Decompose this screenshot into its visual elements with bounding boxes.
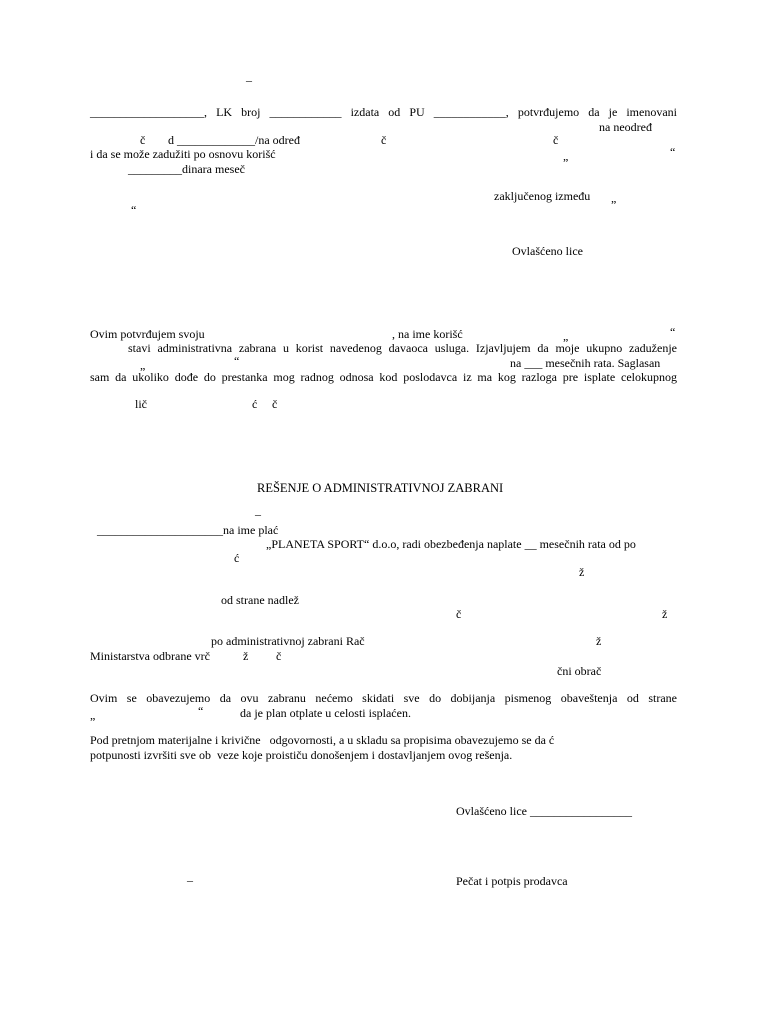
p1-quote-close: “ <box>670 145 676 159</box>
p8-line1: Pod pretnjom materijalne i krivične odgovornosti, a u skladu sa propisima obavezujemo se da ć <box>90 733 555 747</box>
p1-quote-open: „ <box>563 149 569 163</box>
p4-line2: „PLANETA SPORT“ d.o.o, radi obezbeđenja naplate __ mesečnih rata od po <box>266 537 636 551</box>
p3-line4: sam da ukoliko dođe do prestanka mog radnog odnosa kod poslodavca iz ma kog razloga pre isplate celokupnog <box>90 370 677 384</box>
p3-line5-a: lič <box>135 397 147 411</box>
p5-line2-b: ž <box>662 607 668 621</box>
p8-line2: potpunosti izvršiti sve ob veze koje proističu donošenjem i dostavljanjem ovog rešenja. <box>90 748 513 762</box>
p3-line1-a: Ovim potvrđujem svoju <box>90 327 205 341</box>
p1-line3-d: č <box>553 133 559 147</box>
p1-line1: ___________________, LK broj ____________ izdata od PU ____________, potvrđujemo da je imenovani <box>90 105 677 119</box>
p7-line1: Ovim se obavezujemo da ovu zabranu nećemo skidati sve do dobijanja pismenog obaveštenja od strane <box>90 691 677 705</box>
p6-line1-a: po administrativnoj zabrani Rač <box>211 634 365 648</box>
stamp-signature-label: Pečat i potpis prodavca <box>456 874 568 888</box>
p5-line1: od strane nadlež <box>221 593 299 607</box>
authorized-person-label-2: Ovlašćeno lice _________________ <box>456 804 632 818</box>
p1-line3-c: č <box>381 133 387 147</box>
p4-line4: ž <box>579 565 585 579</box>
p2-line1: zaključenog između <box>494 189 591 203</box>
p1-line3-b: d _____________/na određ <box>168 133 300 147</box>
p3-quote-close-1: “ <box>670 325 676 339</box>
p7-line2-b: da je plan otplate u celosti isplaćen. <box>240 706 411 720</box>
p6-line2-a: Ministarstva odbrane vrč <box>90 649 210 663</box>
p3-line1-b: , na ime korišć <box>392 327 463 341</box>
decision-title: REŠENJE O ADMINISTRATIVNOJ ZABRANI <box>257 481 504 495</box>
p7-quote-open: „ <box>90 708 96 722</box>
p3-quote-open-2: „ <box>140 358 146 372</box>
p2-quote-open: „ <box>611 191 617 205</box>
p4-dash: – <box>255 507 261 521</box>
p1-line5: _________dinara meseč <box>128 162 245 176</box>
p3-line5-b: ć <box>252 397 258 411</box>
p3-quote-close-2: “ <box>234 354 240 368</box>
p7-quote-close: “ <box>198 704 204 718</box>
p2-quote-close: “ <box>131 203 137 217</box>
p3-quote-open-1: „ <box>563 329 569 343</box>
p1-line3-a: č <box>140 133 146 147</box>
p6-line2-c: č <box>276 649 282 663</box>
p4-line3: ć <box>234 551 240 565</box>
authorized-person-label-1: Ovlašćeno lice <box>512 244 583 258</box>
p3-line2: stavi administrativna zabrana u korist navedenog davaoca usluga. Izjavljujem da moje ukupno zaduženje <box>128 341 677 355</box>
header-dash: – <box>246 73 252 87</box>
p5-line2-a: č <box>456 607 462 621</box>
p6-line1-b: ž <box>596 634 602 648</box>
p4-line1: _____________________na ime plać <box>97 523 279 537</box>
p3-line3-b: na ___ mesečnih rata. Saglasan <box>510 356 661 370</box>
p1-line2: na neodređ <box>599 120 652 134</box>
p6-line3: čni obrač <box>557 664 602 678</box>
p3-line5-c: č <box>272 397 278 411</box>
p1-line4: i da se može zadužiti po osnovu korišć <box>90 147 276 161</box>
footer-dash: – <box>187 873 193 887</box>
p6-line2-b: ž <box>243 649 249 663</box>
